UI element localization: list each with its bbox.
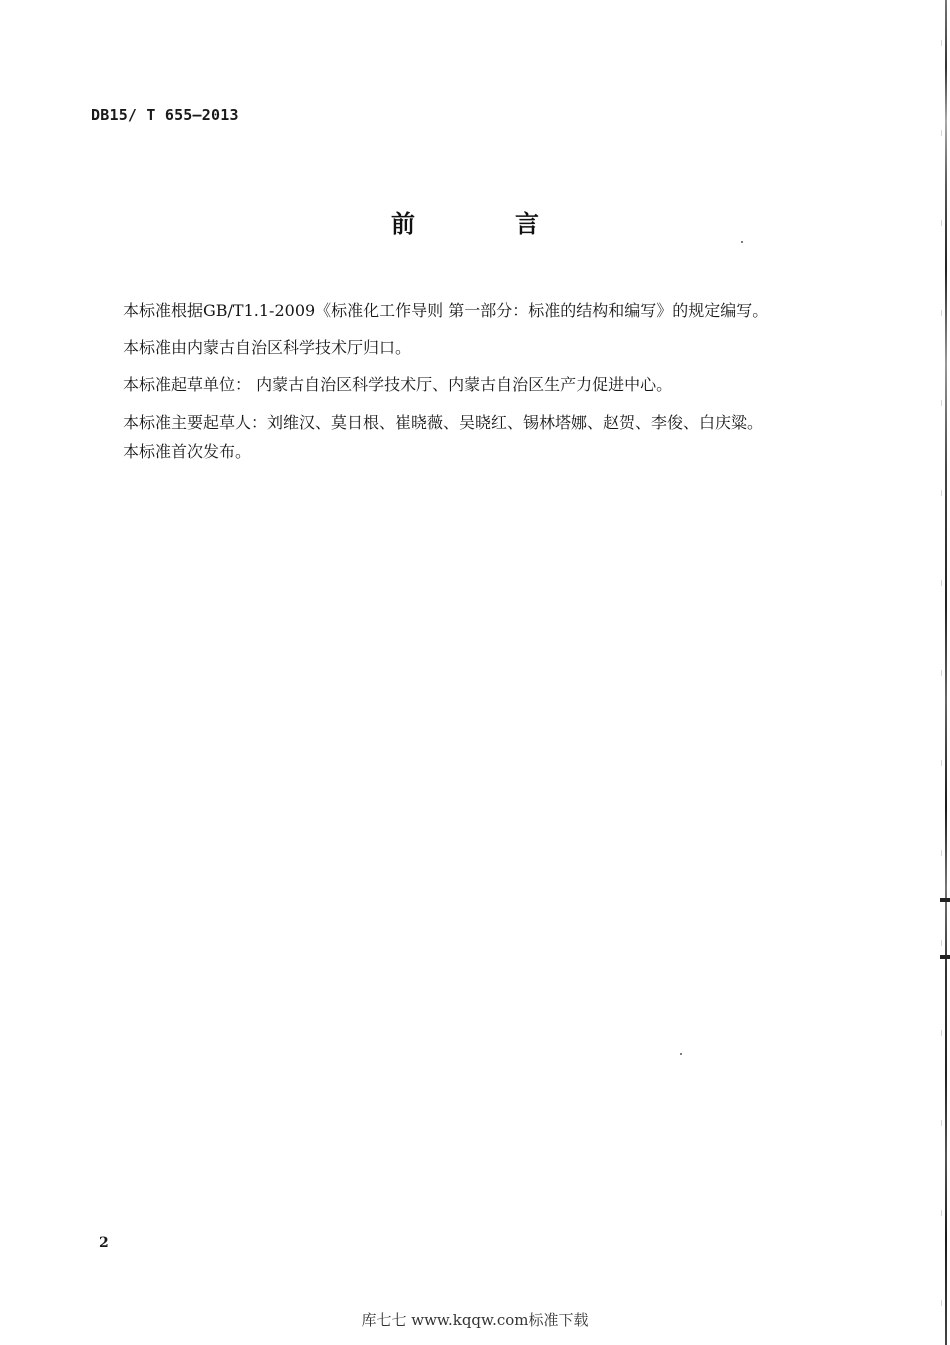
scan-speck <box>680 1053 682 1055</box>
page-title: 前言 <box>391 210 639 238</box>
foreword-paragraph-drafting-rules: 本标准根据GB/T1.1-2009《标准化工作导则 第一部分：标准的结构和编写》的规定编写。 <box>123 301 769 320</box>
scan-edge-mark <box>940 955 950 959</box>
document-code: DB15/ T 655—2013 <box>91 106 239 124</box>
scan-edge-mark <box>940 898 950 902</box>
scan-edge-line-faint <box>941 0 942 1345</box>
foreword-paragraph-administration: 本标准由内蒙古自治区科学技术厅归口。 <box>123 338 412 357</box>
foreword-paragraph-first-release: 本标准首次发布。 <box>123 442 252 461</box>
foreword-paragraph-drafters: 本标准主要起草人：刘维汉、莫日根、崔晓薇、吴晓红、锡林塔娜、赵贺、李俊、白庆粱。 <box>123 413 764 432</box>
scan-edge-line <box>945 0 947 1345</box>
page-number: 2 <box>99 1235 109 1251</box>
foreword-paragraph-drafting-units: 本标准起草单位： 内蒙古自治区科学技术厅、内蒙古自治区生产力促进中心。 <box>123 375 673 394</box>
watermark-text: 库七七 www.kqqw.com标准下载 <box>361 1311 589 1329</box>
scan-speck <box>741 241 743 243</box>
